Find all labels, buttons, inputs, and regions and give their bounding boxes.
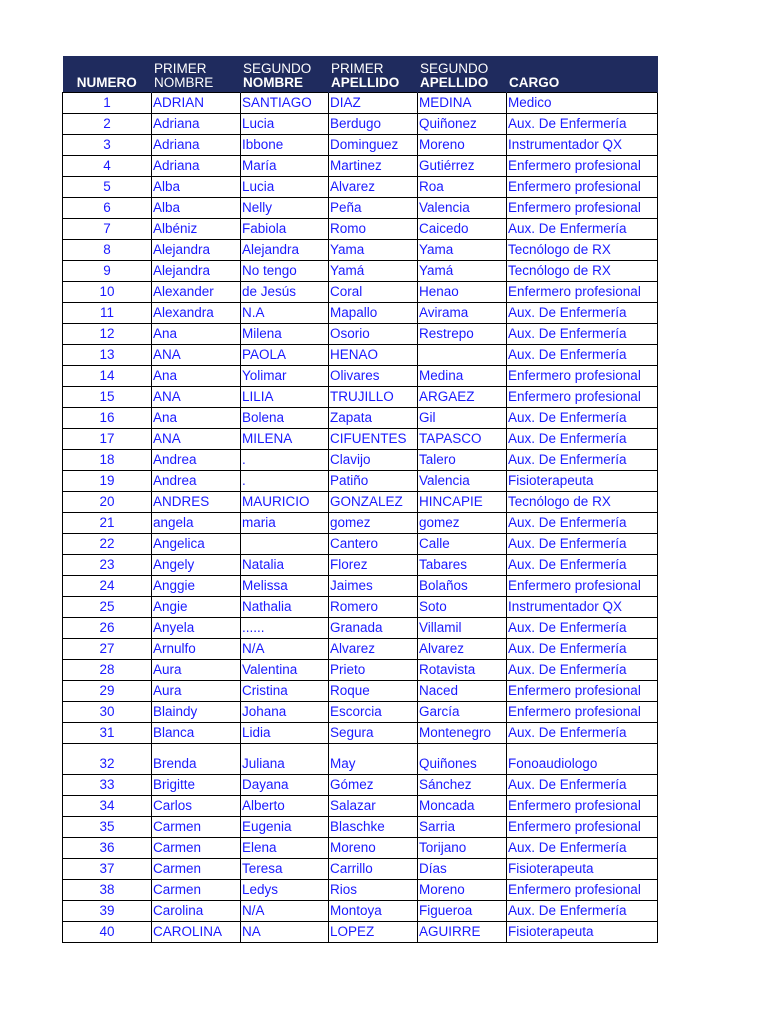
table-row bbox=[63, 366, 658, 387]
primer-nombre-cell[interactable]: Carmen bbox=[152, 880, 241, 901]
table-row bbox=[63, 282, 658, 303]
primer-apellido-cell[interactable]: HENAO bbox=[329, 345, 418, 366]
table-row bbox=[63, 597, 658, 618]
segundo-apellido-cell[interactable]: Talero bbox=[418, 450, 507, 471]
primer-apellido-cell[interactable]: Alvarez bbox=[329, 639, 418, 660]
primer-nombre-cell[interactable]: Aura bbox=[152, 660, 241, 681]
numero-cell[interactable]: 11 bbox=[63, 303, 152, 324]
cargo-cell[interactable]: Enfermero profesional bbox=[507, 681, 658, 702]
segundo-nombre-cell[interactable]: Lidia bbox=[241, 723, 329, 744]
table-row bbox=[63, 261, 658, 282]
primer-apellido-cell[interactable]: DIAZ bbox=[329, 93, 418, 114]
table-row bbox=[63, 660, 658, 681]
primer-apellido-cell[interactable]: Montoya bbox=[329, 901, 418, 922]
primer-nombre-cell[interactable]: Carmen bbox=[152, 859, 241, 880]
segundo-apellido-cell[interactable]: TAPASCO bbox=[418, 429, 507, 450]
header-primer-apellido[interactable]: PRIMER APELLIDO bbox=[329, 56, 418, 93]
cargo-cell[interactable]: Enfermero profesional bbox=[507, 156, 658, 177]
segundo-apellido-cell[interactable]: Roa bbox=[418, 177, 507, 198]
segundo-apellido-cell[interactable]: Quiñones bbox=[418, 744, 507, 775]
segundo-apellido-cell[interactable]: Villamil bbox=[418, 618, 507, 639]
segundo-nombre-cell[interactable]: Fabiola bbox=[241, 219, 329, 240]
header-primer-nombre[interactable]: PRIMER NOMBRE bbox=[152, 56, 241, 93]
table-row bbox=[63, 859, 658, 880]
numero-cell[interactable]: 23 bbox=[63, 555, 152, 576]
primer-apellido-cell[interactable]: Yama bbox=[329, 240, 418, 261]
segundo-nombre-cell[interactable]: N.A bbox=[241, 303, 329, 324]
segundo-apellido-cell[interactable]: Yamá bbox=[418, 261, 507, 282]
table-row bbox=[63, 838, 658, 859]
segundo-nombre-cell[interactable]: Alberto bbox=[241, 796, 329, 817]
table-row bbox=[63, 450, 658, 471]
primer-nombre-cell[interactable]: Alejandra bbox=[152, 261, 241, 282]
segundo-apellido-cell[interactable]: Tabares bbox=[418, 555, 507, 576]
numero-cell[interactable]: 39 bbox=[63, 901, 152, 922]
segundo-nombre-cell[interactable]: Alejandra bbox=[241, 240, 329, 261]
segundo-apellido-cell[interactable]: Quiñonez bbox=[418, 114, 507, 135]
table-row bbox=[63, 408, 658, 429]
primer-nombre-cell[interactable]: Adriana bbox=[152, 114, 241, 135]
numero-cell[interactable]: 8 bbox=[63, 240, 152, 261]
numero-cell[interactable]: 4 bbox=[63, 156, 152, 177]
cargo-cell[interactable]: Aux. De Enfermería bbox=[507, 901, 658, 922]
numero-cell[interactable]: 19 bbox=[63, 471, 152, 492]
numero-cell[interactable]: 40 bbox=[63, 922, 152, 943]
segundo-apellido-cell[interactable]: Medina bbox=[418, 366, 507, 387]
segundo-nombre-cell[interactable]: Elena bbox=[241, 838, 329, 859]
numero-cell[interactable]: 16 bbox=[63, 408, 152, 429]
primer-nombre-cell[interactable]: CAROLINA bbox=[152, 922, 241, 943]
table-row bbox=[63, 156, 658, 177]
segundo-apellido-cell[interactable]: Gutiérrez bbox=[418, 156, 507, 177]
segundo-apellido-cell[interactable]: Gil bbox=[418, 408, 507, 429]
primer-apellido-cell[interactable]: Moreno bbox=[329, 838, 418, 859]
primer-nombre-cell[interactable]: ANA bbox=[152, 429, 241, 450]
cargo-cell[interactable]: Aux. De Enfermería bbox=[507, 324, 658, 345]
segundo-apellido-cell[interactable]: Naced bbox=[418, 681, 507, 702]
primer-nombre-cell[interactable]: Ana bbox=[152, 366, 241, 387]
cargo-cell[interactable]: Aux. De Enfermería bbox=[507, 450, 658, 471]
primer-apellido-cell[interactable]: Jaimes bbox=[329, 576, 418, 597]
segundo-nombre-cell[interactable]: . bbox=[241, 471, 329, 492]
segundo-apellido-cell[interactable]: Días bbox=[418, 859, 507, 880]
segundo-nombre-cell[interactable]: Lucia bbox=[241, 114, 329, 135]
table-row bbox=[63, 618, 658, 639]
table-row bbox=[63, 639, 658, 660]
primer-apellido-cell[interactable]: Zapata bbox=[329, 408, 418, 429]
segundo-apellido-cell[interactable]: Bolaños bbox=[418, 576, 507, 597]
table-row bbox=[63, 922, 658, 943]
primer-apellido-cell[interactable]: Patiño bbox=[329, 471, 418, 492]
segundo-nombre-cell[interactable]: Lucia bbox=[241, 177, 329, 198]
primer-nombre-cell[interactable]: Angely bbox=[152, 555, 241, 576]
cargo-cell[interactable]: Tecnólogo de RX bbox=[507, 261, 658, 282]
segundo-apellido-cell[interactable]: Yama bbox=[418, 240, 507, 261]
numero-cell[interactable]: 9 bbox=[63, 261, 152, 282]
cargo-cell[interactable]: Aux. De Enfermería bbox=[507, 408, 658, 429]
primer-apellido-cell[interactable]: Carrillo bbox=[329, 859, 418, 880]
table-row bbox=[63, 177, 658, 198]
primer-nombre-cell[interactable]: ANA bbox=[152, 345, 241, 366]
segundo-apellido-cell[interactable]: Sánchez bbox=[418, 775, 507, 796]
primer-nombre-cell[interactable]: angela bbox=[152, 513, 241, 534]
cargo-cell[interactable]: Aux. De Enfermería bbox=[507, 555, 658, 576]
segundo-nombre-cell[interactable]: Nathalia bbox=[241, 597, 329, 618]
table-row bbox=[63, 114, 658, 135]
table-row bbox=[63, 723, 658, 744]
segundo-nombre-cell[interactable]: Teresa bbox=[241, 859, 329, 880]
segundo-apellido-cell[interactable]: gomez bbox=[418, 513, 507, 534]
cargo-cell[interactable]: Fisioterapeuta bbox=[507, 471, 658, 492]
segundo-nombre-cell[interactable]: MILENA bbox=[241, 429, 329, 450]
cargo-cell[interactable]: Tecnólogo de RX bbox=[507, 492, 658, 513]
primer-nombre-cell[interactable]: ANA bbox=[152, 387, 241, 408]
segundo-nombre-cell[interactable]: Dayana bbox=[241, 775, 329, 796]
cargo-cell[interactable]: Enfermero profesional bbox=[507, 282, 658, 303]
segundo-nombre-cell[interactable]: Juliana bbox=[241, 744, 329, 775]
numero-cell[interactable]: 15 bbox=[63, 387, 152, 408]
primer-apellido-cell[interactable]: Granada bbox=[329, 618, 418, 639]
primer-nombre-cell[interactable]: Albéniz bbox=[152, 219, 241, 240]
primer-nombre-cell[interactable]: Carlos bbox=[152, 796, 241, 817]
segundo-nombre-cell[interactable]: NA bbox=[241, 922, 329, 943]
primer-nombre-cell[interactable]: Andrea bbox=[152, 450, 241, 471]
numero-cell[interactable]: 28 bbox=[63, 660, 152, 681]
segundo-apellido-cell[interactable]: Figueroa bbox=[418, 901, 507, 922]
primer-nombre-cell[interactable]: Alexandra bbox=[152, 303, 241, 324]
table-row bbox=[63, 681, 658, 702]
primer-nombre-cell[interactable]: Angelica bbox=[152, 534, 241, 555]
cargo-cell[interactable]: Aux. De Enfermería bbox=[507, 723, 658, 744]
cargo-cell[interactable]: Enfermero profesional bbox=[507, 576, 658, 597]
primer-apellido-cell[interactable]: gomez bbox=[329, 513, 418, 534]
cargo-cell[interactable]: Aux. De Enfermería bbox=[507, 618, 658, 639]
numero-cell[interactable]: 2 bbox=[63, 114, 152, 135]
segundo-nombre-cell[interactable]: Yolimar bbox=[241, 366, 329, 387]
numero-cell[interactable]: 7 bbox=[63, 219, 152, 240]
numero-cell[interactable]: 18 bbox=[63, 450, 152, 471]
table-row bbox=[63, 471, 658, 492]
numero-cell[interactable]: 38 bbox=[63, 880, 152, 901]
segundo-nombre-cell[interactable]: Johana bbox=[241, 702, 329, 723]
numero-cell[interactable]: 21 bbox=[63, 513, 152, 534]
segundo-apellido-cell[interactable]: Restrepo bbox=[418, 324, 507, 345]
primer-apellido-cell[interactable]: Yamá bbox=[329, 261, 418, 282]
cargo-cell[interactable]: Aux. De Enfermería bbox=[507, 513, 658, 534]
primer-apellido-cell[interactable]: GONZALEZ bbox=[329, 492, 418, 513]
cargo-cell[interactable]: Aux. De Enfermería bbox=[507, 775, 658, 796]
primer-apellido-cell[interactable]: Martinez bbox=[329, 156, 418, 177]
table-row bbox=[63, 555, 658, 576]
primer-nombre-cell[interactable]: Ana bbox=[152, 408, 241, 429]
primer-nombre-cell[interactable]: Adriana bbox=[152, 135, 241, 156]
primer-apellido-cell[interactable]: Salazar bbox=[329, 796, 418, 817]
table-row bbox=[63, 492, 658, 513]
table-row bbox=[63, 534, 658, 555]
numero-cell[interactable]: 13 bbox=[63, 345, 152, 366]
cargo-cell[interactable]: Aux. De Enfermería bbox=[507, 534, 658, 555]
segundo-apellido-cell[interactable]: AGUIRRE bbox=[418, 922, 507, 943]
primer-apellido-cell[interactable]: Olivares bbox=[329, 366, 418, 387]
table-body bbox=[63, 93, 658, 943]
numero-cell[interactable]: 17 bbox=[63, 429, 152, 450]
primer-apellido-cell[interactable]: Clavijo bbox=[329, 450, 418, 471]
table-row bbox=[63, 345, 658, 366]
header-segundo-apellido[interactable]: SEGUNDO APELLIDO bbox=[418, 56, 507, 93]
numero-cell[interactable]: 6 bbox=[63, 198, 152, 219]
segundo-nombre-cell[interactable]: PAOLA bbox=[241, 345, 329, 366]
primer-nombre-cell[interactable]: Brigitte bbox=[152, 775, 241, 796]
segundo-nombre-cell[interactable]: maria bbox=[241, 513, 329, 534]
segundo-apellido-cell[interactable]: Valencia bbox=[418, 198, 507, 219]
staff-table bbox=[62, 56, 658, 943]
cargo-cell[interactable]: Instrumentador QX bbox=[507, 135, 658, 156]
segundo-nombre-cell[interactable]: Nelly bbox=[241, 198, 329, 219]
numero-cell[interactable]: 32 bbox=[63, 744, 152, 775]
segundo-nombre-cell[interactable]: Natalia bbox=[241, 555, 329, 576]
cargo-cell[interactable]: Enfermero profesional bbox=[507, 177, 658, 198]
header-numero[interactable]: NUMERO bbox=[63, 56, 152, 93]
primer-nombre-cell[interactable]: Arnulfo bbox=[152, 639, 241, 660]
table-row bbox=[63, 880, 658, 901]
header-cargo[interactable]: CARGO bbox=[507, 56, 658, 93]
table-row bbox=[63, 387, 658, 408]
primer-apellido-cell[interactable]: May bbox=[329, 744, 418, 775]
segundo-apellido-cell[interactable]: ARGAEZ bbox=[418, 387, 507, 408]
numero-cell[interactable]: 20 bbox=[63, 492, 152, 513]
table-row bbox=[63, 240, 658, 261]
cargo-cell[interactable]: Enfermero profesional bbox=[507, 702, 658, 723]
segundo-apellido-cell[interactable]: Moncada bbox=[418, 796, 507, 817]
primer-apellido-cell[interactable]: Roque bbox=[329, 681, 418, 702]
segundo-nombre-cell[interactable]: Bolena bbox=[241, 408, 329, 429]
primer-apellido-cell[interactable]: Escorcia bbox=[329, 702, 418, 723]
primer-nombre-cell[interactable]: Andrea bbox=[152, 471, 241, 492]
primer-nombre-cell[interactable]: Carolina bbox=[152, 901, 241, 922]
cargo-cell[interactable]: Enfermero profesional bbox=[507, 796, 658, 817]
table-row bbox=[63, 324, 658, 345]
primer-apellido-cell[interactable]: Mapallo bbox=[329, 303, 418, 324]
numero-cell[interactable]: 29 bbox=[63, 681, 152, 702]
numero-cell[interactable]: 37 bbox=[63, 859, 152, 880]
segundo-apellido-cell[interactable]: Henao bbox=[418, 282, 507, 303]
segundo-apellido-cell[interactable]: Caicedo bbox=[418, 219, 507, 240]
numero-cell[interactable]: 10 bbox=[63, 282, 152, 303]
segundo-apellido-cell[interactable] bbox=[418, 345, 507, 366]
numero-cell[interactable]: 33 bbox=[63, 775, 152, 796]
primer-nombre-cell[interactable]: ANDRES bbox=[152, 492, 241, 513]
cargo-cell[interactable]: Aux. De Enfermería bbox=[507, 429, 658, 450]
table-row bbox=[63, 702, 658, 723]
cargo-cell[interactable]: Enfermero profesional bbox=[507, 366, 658, 387]
numero-cell[interactable]: 30 bbox=[63, 702, 152, 723]
table-row bbox=[63, 429, 658, 450]
segundo-nombre-cell[interactable]: Melissa bbox=[241, 576, 329, 597]
segundo-nombre-cell[interactable]: Milena bbox=[241, 324, 329, 345]
numero-cell[interactable]: 25 bbox=[63, 597, 152, 618]
primer-apellido-cell[interactable]: Osorio bbox=[329, 324, 418, 345]
segundo-apellido-cell[interactable]: Valencia bbox=[418, 471, 507, 492]
segundo-apellido-cell[interactable]: Moreno bbox=[418, 135, 507, 156]
primer-apellido-cell[interactable]: Rios bbox=[329, 880, 418, 901]
numero-cell[interactable]: 31 bbox=[63, 723, 152, 744]
segundo-nombre-cell[interactable]: ...... bbox=[241, 618, 329, 639]
spreadsheet bbox=[62, 56, 657, 943]
table-row bbox=[63, 513, 658, 534]
table-row bbox=[63, 796, 658, 817]
primer-apellido-cell[interactable]: Peña bbox=[329, 198, 418, 219]
segundo-apellido-cell[interactable]: Calle bbox=[418, 534, 507, 555]
segundo-nombre-cell[interactable]: SANTIAGO bbox=[241, 93, 329, 114]
segundo-apellido-cell[interactable]: Sarria bbox=[418, 817, 507, 838]
segundo-apellido-cell[interactable]: Alvarez bbox=[418, 639, 507, 660]
cargo-cell[interactable]: Fisioterapeuta bbox=[507, 859, 658, 880]
primer-apellido-cell[interactable]: Blaschke bbox=[329, 817, 418, 838]
primer-apellido-cell[interactable]: Dominguez bbox=[329, 135, 418, 156]
segundo-apellido-cell[interactable]: García bbox=[418, 702, 507, 723]
segundo-nombre-cell[interactable]: Ledys bbox=[241, 880, 329, 901]
segundo-nombre-cell[interactable]: Ibbone bbox=[241, 135, 329, 156]
primer-apellido-cell[interactable]: Berdugo bbox=[329, 114, 418, 135]
cargo-cell[interactable]: Tecnólogo de RX bbox=[507, 240, 658, 261]
numero-cell[interactable]: 35 bbox=[63, 817, 152, 838]
primer-apellido-cell[interactable]: Gómez bbox=[329, 775, 418, 796]
numero-cell[interactable]: 1 bbox=[63, 93, 152, 114]
primer-apellido-cell[interactable]: Cantero bbox=[329, 534, 418, 555]
segundo-apellido-cell[interactable]: HINCAPIE bbox=[418, 492, 507, 513]
table-row bbox=[63, 303, 658, 324]
numero-cell[interactable]: 12 bbox=[63, 324, 152, 345]
primer-apellido-cell[interactable]: LOPEZ bbox=[329, 922, 418, 943]
table-row bbox=[63, 744, 658, 775]
cargo-cell[interactable]: Aux. De Enfermería bbox=[507, 303, 658, 324]
cargo-cell[interactable]: Enfermero profesional bbox=[507, 880, 658, 901]
segundo-nombre-cell[interactable]: María bbox=[241, 156, 329, 177]
primer-nombre-cell[interactable]: ADRIAN bbox=[152, 93, 241, 114]
cargo-cell[interactable]: Aux. De Enfermería bbox=[507, 639, 658, 660]
segundo-apellido-cell[interactable]: Montenegro bbox=[418, 723, 507, 744]
numero-cell[interactable]: 14 bbox=[63, 366, 152, 387]
header-segundo-nombre[interactable]: SEGUNDO NOMBRE bbox=[241, 56, 329, 93]
primer-nombre-cell[interactable]: Anggie bbox=[152, 576, 241, 597]
cargo-cell[interactable]: Aux. De Enfermería bbox=[507, 345, 658, 366]
primer-apellido-cell[interactable]: Alvarez bbox=[329, 177, 418, 198]
cargo-cell[interactable]: Instrumentador QX bbox=[507, 597, 658, 618]
primer-nombre-cell[interactable]: Carmen bbox=[152, 817, 241, 838]
segundo-nombre-cell[interactable]: N/A bbox=[241, 639, 329, 660]
numero-cell[interactable]: 26 bbox=[63, 618, 152, 639]
numero-cell[interactable]: 36 bbox=[63, 838, 152, 859]
primer-apellido-cell[interactable]: TRUJILLO bbox=[329, 387, 418, 408]
primer-nombre-cell[interactable]: Carmen bbox=[152, 838, 241, 859]
segundo-nombre-cell[interactable]: No tengo bbox=[241, 261, 329, 282]
primer-apellido-cell[interactable]: Romo bbox=[329, 219, 418, 240]
cargo-cell[interactable]: Enfermero profesional bbox=[507, 817, 658, 838]
primer-nombre-cell[interactable]: Ana bbox=[152, 324, 241, 345]
numero-cell[interactable]: 3 bbox=[63, 135, 152, 156]
segundo-apellido-cell[interactable]: Soto bbox=[418, 597, 507, 618]
primer-apellido-cell[interactable]: Prieto bbox=[329, 660, 418, 681]
table-row bbox=[63, 219, 658, 240]
primer-nombre-cell[interactable]: Anyela bbox=[152, 618, 241, 639]
table-row bbox=[63, 576, 658, 597]
cargo-cell[interactable]: Aux. De Enfermería bbox=[507, 219, 658, 240]
primer-nombre-cell[interactable]: Alba bbox=[152, 198, 241, 219]
numero-cell[interactable]: 5 bbox=[63, 177, 152, 198]
segundo-nombre-cell[interactable]: Valentina bbox=[241, 660, 329, 681]
primer-nombre-cell[interactable]: Brenda bbox=[152, 744, 241, 775]
segundo-nombre-cell[interactable]: N/A bbox=[241, 901, 329, 922]
cargo-cell[interactable]: Aux. De Enfermería bbox=[507, 114, 658, 135]
segundo-nombre-cell[interactable] bbox=[241, 534, 329, 555]
segundo-nombre-cell[interactable]: . bbox=[241, 450, 329, 471]
table-row bbox=[63, 901, 658, 922]
table-row bbox=[63, 775, 658, 796]
cargo-cell[interactable]: Fisioterapeuta bbox=[507, 922, 658, 943]
primer-nombre-cell[interactable]: Alba bbox=[152, 177, 241, 198]
segundo-apellido-cell[interactable]: Torijano bbox=[418, 838, 507, 859]
segundo-nombre-cell[interactable]: de Jesús bbox=[241, 282, 329, 303]
cargo-cell[interactable]: Enfermero profesional bbox=[507, 198, 658, 219]
segundo-nombre-cell[interactable]: Eugenia bbox=[241, 817, 329, 838]
primer-nombre-cell[interactable]: Adriana bbox=[152, 156, 241, 177]
cargo-cell[interactable]: Aux. De Enfermería bbox=[507, 838, 658, 859]
table-row bbox=[63, 93, 658, 114]
numero-cell[interactable]: 27 bbox=[63, 639, 152, 660]
cargo-cell[interactable]: Aux. De Enfermería bbox=[507, 660, 658, 681]
table-row bbox=[63, 817, 658, 838]
segundo-nombre-cell[interactable]: LILIA bbox=[241, 387, 329, 408]
primer-nombre-cell[interactable]: Angie bbox=[152, 597, 241, 618]
segundo-apellido-cell[interactable]: Rotavista bbox=[418, 660, 507, 681]
header-row bbox=[63, 56, 658, 93]
table-row bbox=[63, 135, 658, 156]
primer-nombre-cell[interactable]: Alexander bbox=[152, 282, 241, 303]
cargo-cell[interactable]: Medico bbox=[507, 93, 658, 114]
primer-nombre-cell[interactable]: Alejandra bbox=[152, 240, 241, 261]
primer-apellido-cell[interactable]: Florez bbox=[329, 555, 418, 576]
segundo-apellido-cell[interactable]: MEDINA bbox=[418, 93, 507, 114]
primer-apellido-cell[interactable]: Segura bbox=[329, 723, 418, 744]
numero-cell[interactable]: 22 bbox=[63, 534, 152, 555]
segundo-apellido-cell[interactable]: Avirama bbox=[418, 303, 507, 324]
segundo-apellido-cell[interactable]: Moreno bbox=[418, 880, 507, 901]
primer-apellido-cell[interactable]: Romero bbox=[329, 597, 418, 618]
primer-apellido-cell[interactable]: CIFUENTES bbox=[329, 429, 418, 450]
segundo-nombre-cell[interactable]: Cristina bbox=[241, 681, 329, 702]
numero-cell[interactable]: 24 bbox=[63, 576, 152, 597]
segundo-nombre-cell[interactable]: MAURICIO bbox=[241, 492, 329, 513]
cargo-cell[interactable]: Enfermero profesional bbox=[507, 387, 658, 408]
primer-nombre-cell[interactable]: Blaindy bbox=[152, 702, 241, 723]
primer-nombre-cell[interactable]: Aura bbox=[152, 681, 241, 702]
primer-apellido-cell[interactable]: Coral bbox=[329, 282, 418, 303]
table-row bbox=[63, 198, 658, 219]
cargo-cell[interactable]: Fonoaudiologo bbox=[507, 744, 658, 775]
primer-nombre-cell[interactable]: Blanca bbox=[152, 723, 241, 744]
numero-cell[interactable]: 34 bbox=[63, 796, 152, 817]
